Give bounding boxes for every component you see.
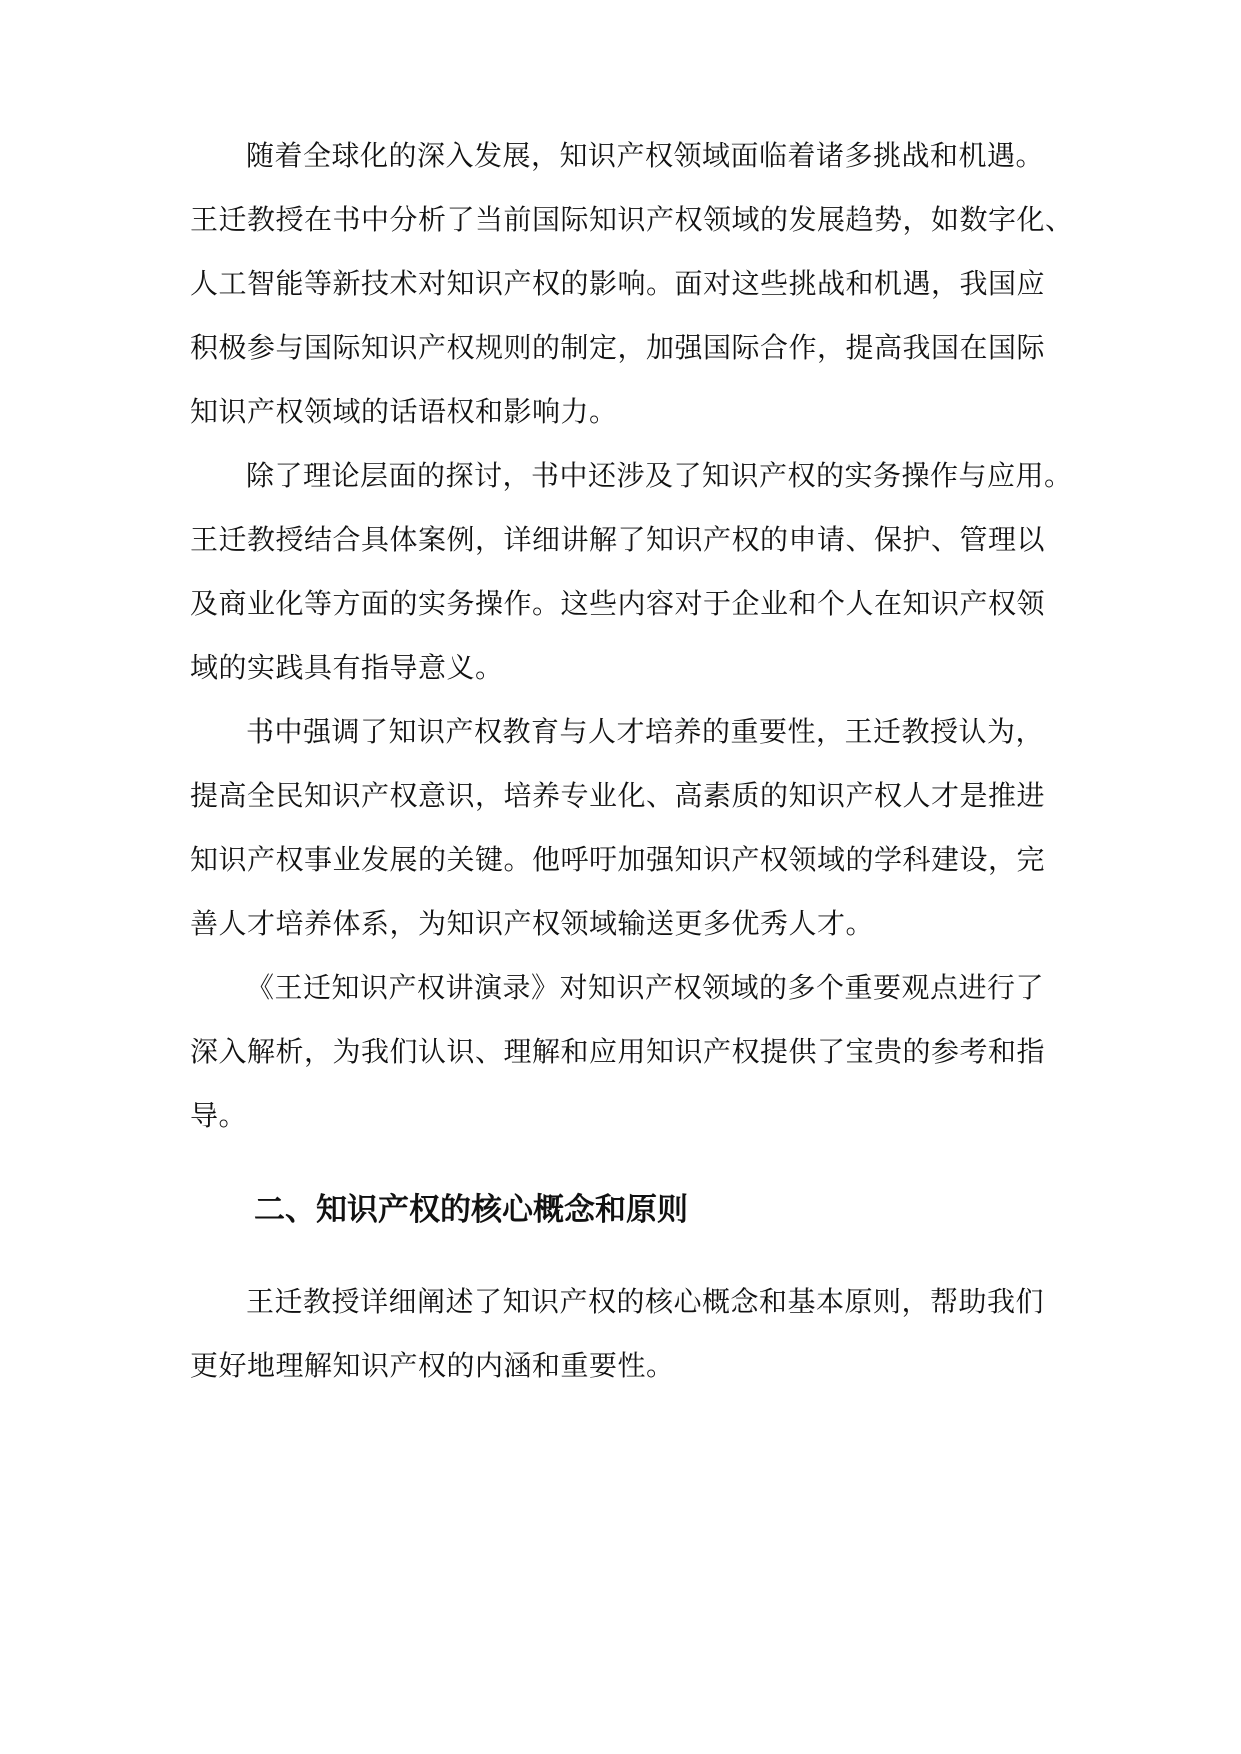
paragraph-4-line-2: 深入解析，为我们认识、理解和应用知识产权提供了宝贵的参考和指 — [190, 1035, 1046, 1068]
paragraph-4-line-3: 导。 — [190, 1099, 248, 1132]
paragraph-2-line-4: 域的实践具有指导意义。 — [190, 651, 504, 684]
paragraph-1-line-5: 知识产权领域的话语权和影响力。 — [190, 395, 618, 428]
section-paragraph-line-2: 更好地理解知识产权的内涵和重要性。 — [190, 1349, 675, 1382]
paragraph-4-line-1: 《王迁知识产权讲演录》对知识产权领域的多个重要观点进行了 — [246, 971, 1045, 1004]
paragraph-3-line-1: 书中强调了知识产权教育与人才培养的重要性，王迁教授认为， — [246, 715, 1045, 748]
section-paragraph-line-1: 王迁教授详细阐述了知识产权的核心概念和基本原则，帮助我们 — [246, 1285, 1045, 1318]
paragraph-2-line-1: 除了理论层面的探讨，书中还涉及了知识产权的实务操作与应用。 — [246, 459, 1073, 492]
paragraph-2-line-2: 王迁教授结合具体案例，详细讲解了知识产权的申请、保护、管理以 — [190, 523, 1046, 556]
paragraph-2-line-3: 及商业化等方面的实务操作。这些内容对于企业和个人在知识产权领 — [190, 587, 1046, 620]
paragraph-3-line-2: 提高全民知识产权意识，培养专业化、高素质的知识产权人才是推进 — [190, 779, 1046, 812]
paragraph-1-line-3: 人工智能等新技术对知识产权的影响。面对这些挑战和机遇，我国应 — [190, 267, 1046, 300]
paragraph-3-line-3: 知识产权事业发展的关键。他呼吁加强知识产权领域的学科建设，完 — [190, 843, 1046, 876]
paragraph-3-line-4: 善人才培养体系，为知识产权领域输送更多优秀人才。 — [190, 907, 875, 940]
paragraph-1-line-4: 积极参与国际知识产权规则的制定，加强国际合作，提高我国在国际 — [190, 331, 1046, 364]
section-heading: 二、知识产权的核心概念和原则 — [254, 1192, 688, 1228]
paragraph-1-line-1: 随着全球化的深入发展，知识产权领域面临着诸多挑战和机遇。 — [246, 139, 1045, 172]
paragraph-1-line-2: 王迁教授在书中分析了当前国际知识产权领域的发展趋势，如数字化、 — [190, 203, 1074, 236]
